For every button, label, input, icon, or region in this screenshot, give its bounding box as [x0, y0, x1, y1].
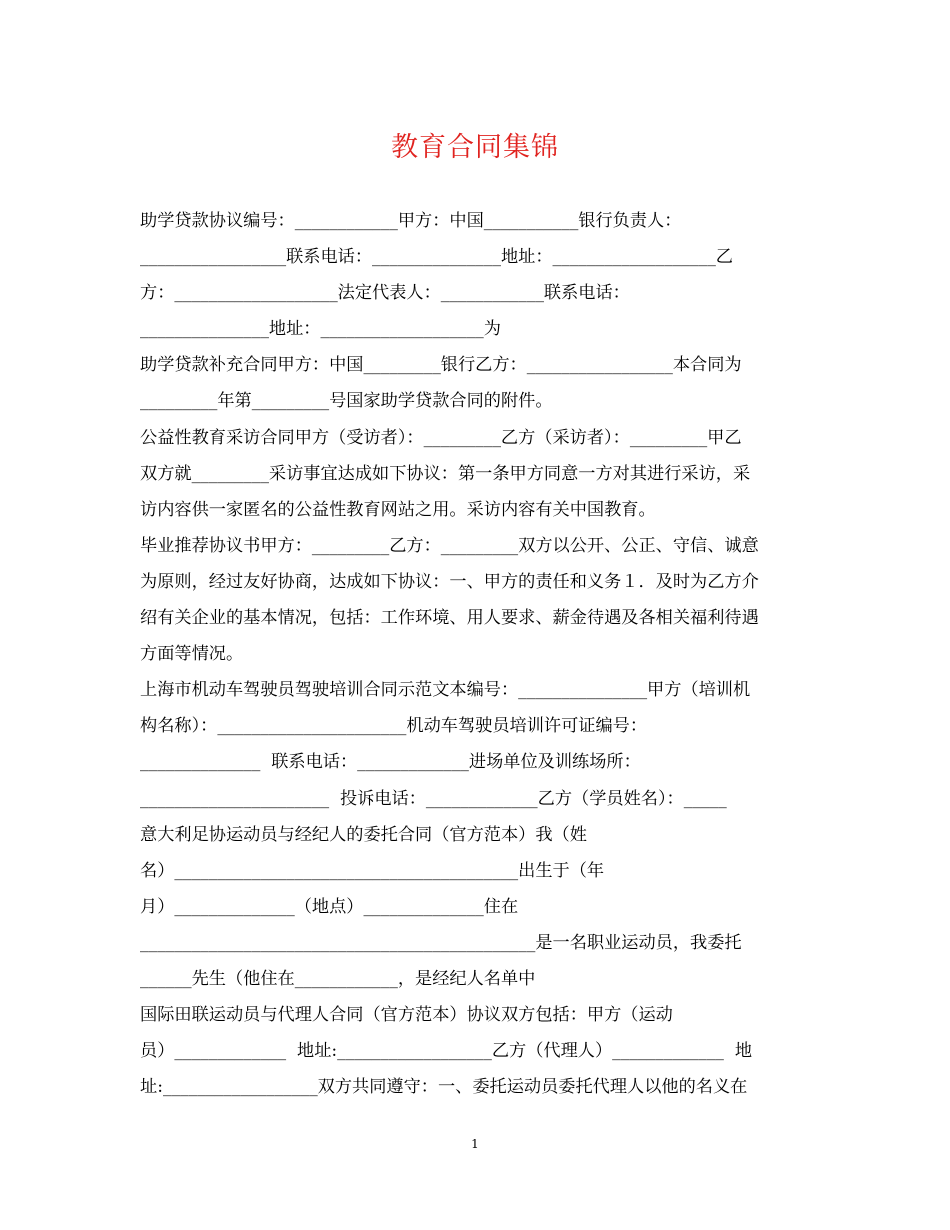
- text-line: ______先生（他住在____________，是经纪人名单中: [140, 968, 536, 989]
- text-line: 绍有关企业的基本情况，包括：工作环境、用人要求、薪金待遇及各相关福利待遇: [140, 608, 759, 629]
- text-line: _________年第_________号国家助学贷款合同的附件。: [140, 391, 553, 412]
- document-title: 教育合同集锦: [391, 132, 559, 163]
- document-body: [140, 203, 820, 1105]
- text-line: ______________________________________________是一名职业运动员，我委托: [140, 932, 742, 953]
- text-line: _______________地址：___________________为: [140, 319, 501, 340]
- page-number: 1: [471, 1137, 479, 1151]
- text-line: ______________ 联系电话：_____________进场单位及训练场所：: [140, 752, 641, 773]
- text-line: 意大利足协运动员与经纪人的委托合同（官方范本）我（姓: [140, 824, 587, 845]
- text-line: 公益性教育采访合同甲方（受访者）：_________乙方（采访者）：_________甲乙: [140, 427, 742, 448]
- text-line: 方面等情况。: [140, 644, 244, 665]
- text-line: 构名称）：______________________机动车驾驶员培训许可证编号：: [140, 716, 648, 737]
- text-line: 助学贷款补充合同甲方：中国_________银行乙方：_________________本合同为: [140, 355, 742, 376]
- text-line: 址:__________________双方共同遵守：一、委托运动员委托代理人以他的名义在: [140, 1077, 748, 1098]
- text-line: 上海市机动车驾驶员驾驶培训合同示范文本编号：_______________甲方（培训机: [140, 680, 751, 701]
- text-line: 员）_____________ 地址:__________________乙方（代理人）_____________ 地: [140, 1041, 753, 1062]
- text-line: _________________联系电话：_______________地址：___________________乙: [140, 247, 733, 268]
- text-line: 为原则，经过友好协商，达成如下协议：一、甲方的责任和义务１．及时为乙方介: [140, 571, 759, 592]
- text-line: 访内容供一家匿名的公益性教育网站之用。采访内容有关中国教育。: [140, 499, 656, 520]
- text-line: 毕业推荐协议书甲方：_________乙方：_________双方以公开、公正、守信、诚意: [140, 535, 759, 556]
- text-line: ______________________ 投诉电话：_____________乙方（学员姓名）：_____: [140, 788, 727, 809]
- text-line: 国际田联运动员与代理人合同（官方范本）协议双方包括：甲方（运动: [140, 1005, 673, 1026]
- text-line: 名）________________________________________出生于（年: [140, 860, 605, 881]
- text-line: 助学贷款协议编号：____________甲方：中国___________银行负责人：: [140, 211, 682, 231]
- text-line: 方：___________________法定代表人：____________联系电话：: [140, 283, 630, 304]
- text-line: 月）______________（地点）______________住在: [140, 896, 519, 917]
- text-line: 双方就_________采访事宜达成如下协议：第一条甲方同意一方对其进行采访，采: [140, 463, 751, 484]
